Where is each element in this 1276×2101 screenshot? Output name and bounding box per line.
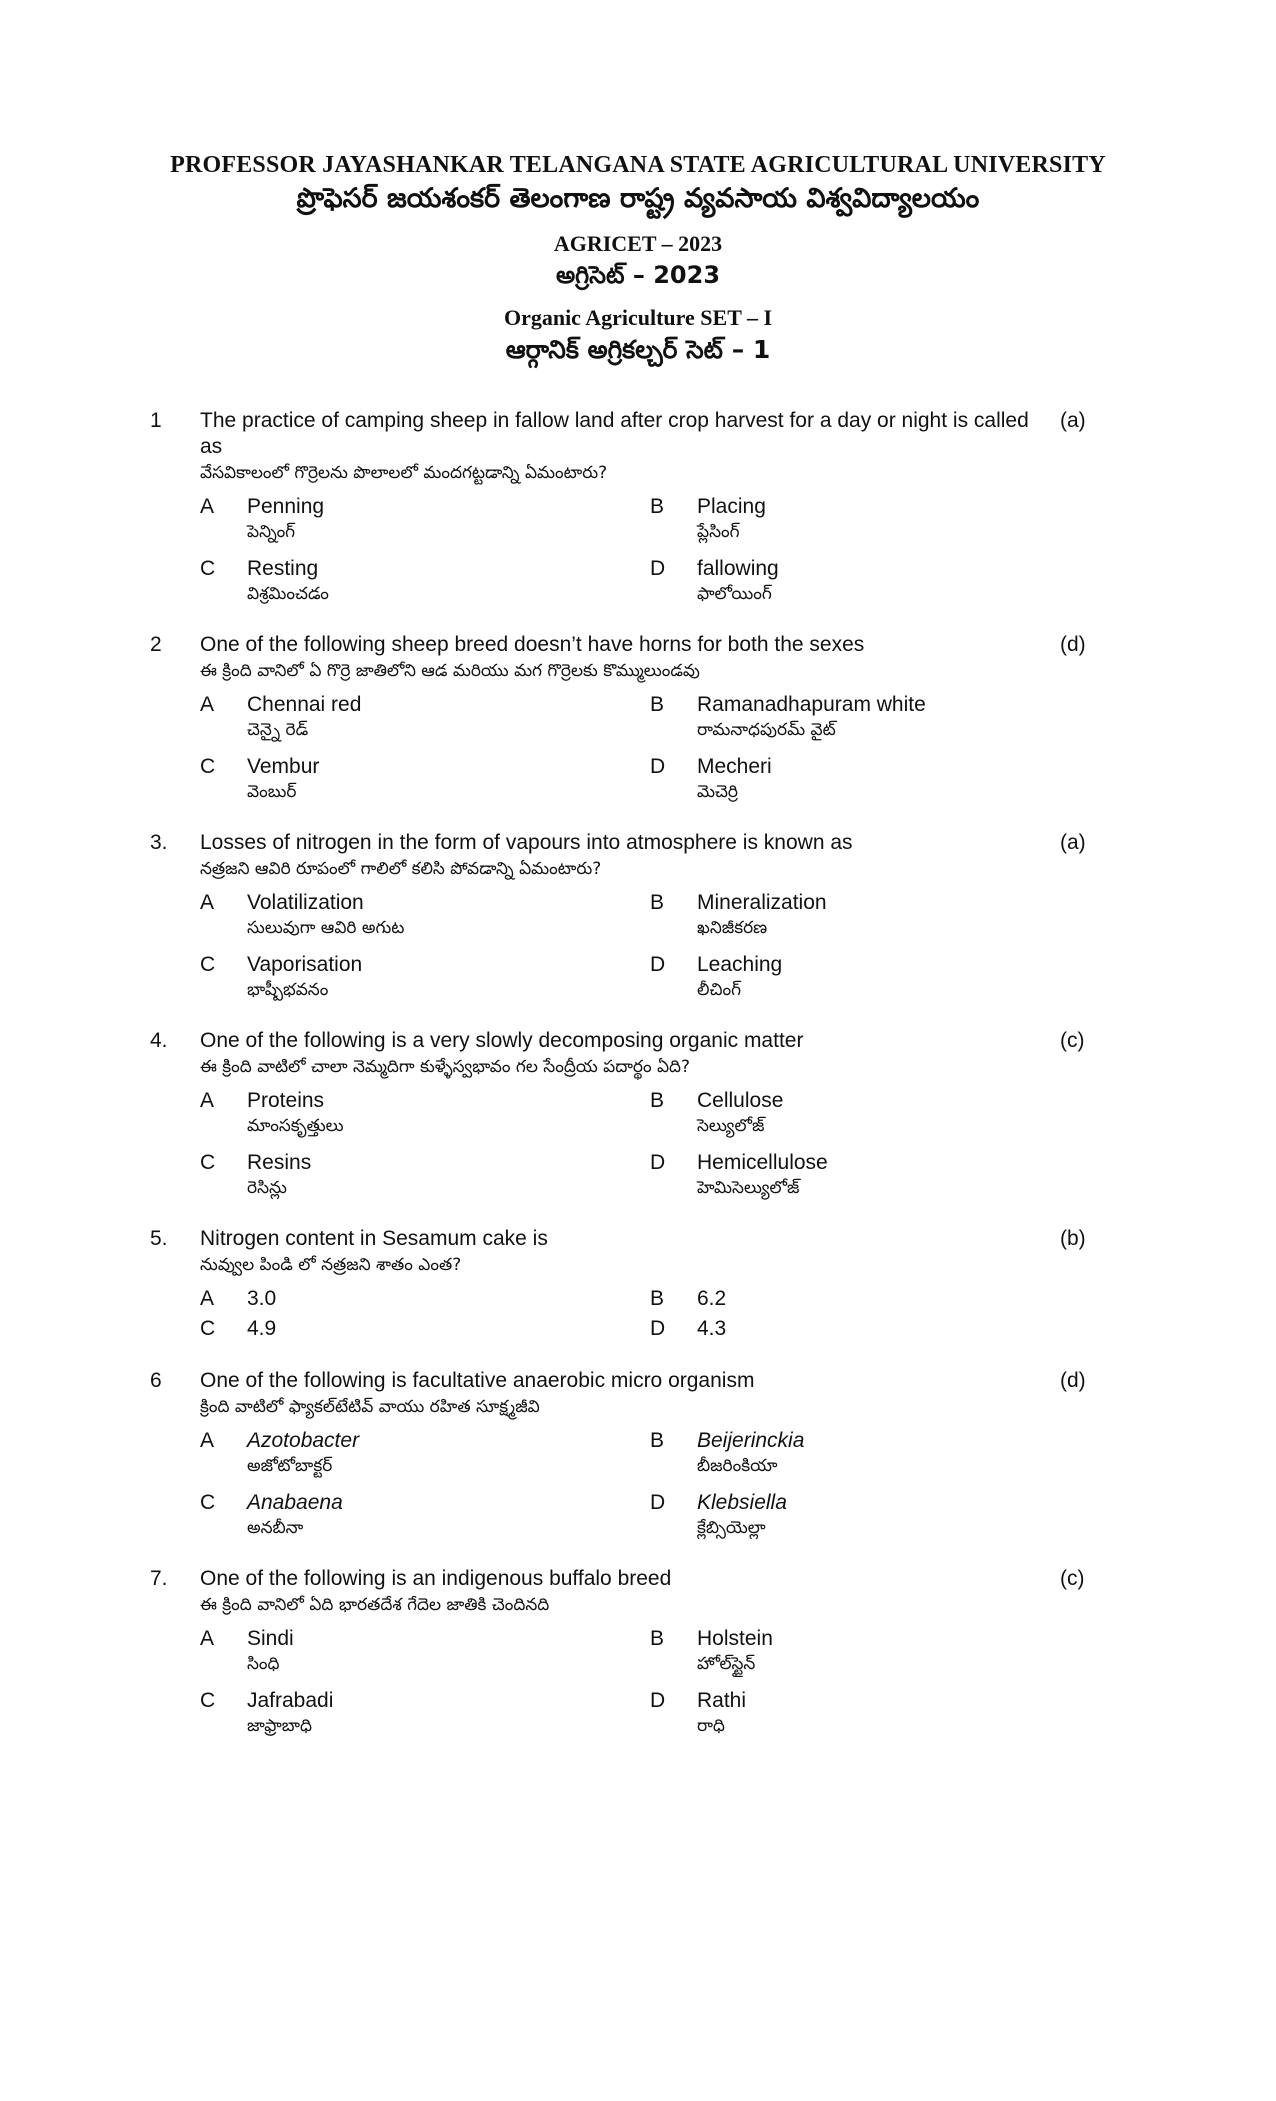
option-letter: D xyxy=(650,953,666,976)
option-letter: A xyxy=(200,693,215,716)
option-text-english: fallowing xyxy=(697,557,779,580)
option-c xyxy=(200,952,650,1002)
option-d xyxy=(650,556,1100,606)
option-text-english: Azotobacter xyxy=(247,1429,360,1452)
question-number: 6 xyxy=(150,1369,162,1392)
question-number: 3. xyxy=(150,831,168,854)
question-text-telugu: ఈ క్రింది వాటిలో చాలా నెమ్మదిగా కుళ్ళేస్వభావం గల సేంద్రీయ పదార్థం ఏది? xyxy=(200,1057,691,1077)
answer-key: (b) xyxy=(1060,1227,1086,1250)
answer-key: (c) xyxy=(1060,1567,1085,1590)
option-text-english: Vaporisation xyxy=(247,953,363,976)
option-text-telugu: సింధి xyxy=(247,1654,280,1674)
option-d xyxy=(650,952,1100,1002)
option-text-telugu: మాంసకృత్తులు xyxy=(247,1116,344,1136)
options-grid xyxy=(200,692,1130,804)
option-text-telugu: రామనాధపురమ్ వైట్ xyxy=(697,720,836,740)
option-c xyxy=(200,1688,650,1738)
options-grid xyxy=(200,1286,1130,1342)
option-letter: B xyxy=(650,1287,665,1310)
set-title-english: Organic Agriculture SET – I xyxy=(503,305,773,330)
university-name-telugu: ప్రొఫెసర్ జయశంకర్ తెలంగాణ రాష్ట్ర వ్యవసాయ విశ్వవిద్యాలయం xyxy=(296,183,980,214)
question-7 xyxy=(150,1566,1130,1738)
option-a xyxy=(200,494,650,544)
option-letter: C xyxy=(200,1151,216,1174)
option-text-telugu: రాధి xyxy=(697,1716,725,1736)
option-letter: C xyxy=(200,1689,216,1712)
question-text-english: One of the following is facultative anaerobic micro organism xyxy=(200,1369,755,1392)
question-text-telugu: నత్రజని ఆవిరి రూపంలో గాలిలో కలిసి పోవడాన్ని ఏమంటారు? xyxy=(200,859,602,879)
question-number: 4. xyxy=(150,1029,168,1052)
option-letter: B xyxy=(650,1429,665,1452)
options-grid xyxy=(200,1626,1130,1738)
option-a xyxy=(200,692,650,742)
answer-key: (a) xyxy=(1060,831,1086,854)
question-text-telugu: వేసవికాలంలో గొర్రెలను పొలాలలో మందగట్టడాన్ని ఏమంటారు? xyxy=(200,463,608,483)
option-text-english: Klebsiella xyxy=(697,1491,787,1514)
option-text-telugu: విశ్రమించడం xyxy=(247,584,329,604)
option-letter: D xyxy=(650,1151,666,1174)
option-text-telugu: రెసిన్లు xyxy=(247,1178,287,1198)
option-d xyxy=(650,1688,1100,1738)
set-title-telugu: ఆర్గానిక్ అగ్రికల్చర్ సెట్ – 1 xyxy=(505,335,771,364)
option-b xyxy=(650,890,1100,940)
question-text-english: One of the following sheep breed doesn’t have horns for both the sexes xyxy=(200,633,865,656)
option-letter: A xyxy=(200,1089,215,1112)
option-letter: A xyxy=(200,1429,215,1452)
question-text-telugu: ఈ క్రింది వానిలో ఏ గొర్రె జాతిలోని ఆడ మరియు మగ గొర్రెలకు కొమ్ములుండవు xyxy=(200,661,700,681)
option-text-english: Rathi xyxy=(697,1689,747,1712)
option-b xyxy=(650,692,1100,742)
option-text-english: Resins xyxy=(247,1151,312,1174)
question-number: 2 xyxy=(150,633,162,656)
option-text-english: Chennai red xyxy=(247,693,362,716)
option-text-telugu: బీజరింకియా xyxy=(697,1456,778,1476)
option-b xyxy=(650,1088,1100,1138)
answer-key: (d) xyxy=(1060,633,1086,656)
question-4 xyxy=(150,1028,1130,1200)
option-a xyxy=(200,890,650,940)
option-text-english: Cellulose xyxy=(697,1089,784,1112)
question-2 xyxy=(150,632,1130,804)
option-letter: B xyxy=(650,1627,665,1650)
option-text-telugu: సులువుగా ఆవిరి అగుట xyxy=(247,918,405,938)
options-grid xyxy=(200,1088,1130,1200)
option-letter: B xyxy=(650,693,665,716)
option-text-english: 3.0 xyxy=(247,1287,277,1310)
option-d xyxy=(650,1150,1100,1200)
option-text-english: Mecheri xyxy=(697,755,772,778)
option-text-english: 4.3 xyxy=(697,1317,727,1340)
question-text-english: The practice of camping sheep in fallow land after crop harvest for a day or night is called as xyxy=(200,409,1029,458)
question-number: 7. xyxy=(150,1567,168,1590)
question-number: 1 xyxy=(150,409,162,432)
answer-key: (a) xyxy=(1060,409,1086,432)
option-letter: C xyxy=(200,755,216,778)
option-letter: A xyxy=(200,495,215,518)
option-text-english: Holstein xyxy=(697,1627,773,1650)
option-text-english: Sindi xyxy=(247,1627,294,1650)
question-text-telugu: క్రింది వాటిలో ఫ్యాకల్‌టేటివ్ వాయు రహిత సూక్ష్మజీవి xyxy=(200,1397,540,1417)
option-c xyxy=(200,1150,650,1200)
option-b xyxy=(650,494,1100,544)
option-text-telugu: సెల్యులోజ్ xyxy=(697,1116,765,1136)
option-text-telugu: జాఫ్రాబాధి xyxy=(247,1716,313,1736)
question-text-english: Nitrogen content in Sesamum cake is xyxy=(200,1227,548,1250)
university-name-english: PROFESSOR JAYASHANKAR TELANGANA STATE AGRICULTURAL UNIVERSITY xyxy=(170,152,1106,178)
option-text-english: Vembur xyxy=(247,755,320,778)
exam-title-english: AGRICET – 2023 xyxy=(553,231,723,256)
option-letter: D xyxy=(650,1491,666,1514)
option-text-telugu: లీచింగ్ xyxy=(697,980,742,1000)
question-3 xyxy=(150,830,1130,1002)
exam-title-telugu: అగ్రిసెట్ – 2023 xyxy=(555,261,721,289)
option-c xyxy=(200,1316,650,1342)
option-letter: B xyxy=(650,495,665,518)
option-text-telugu: ప్లేసింగ్ xyxy=(697,522,740,542)
question-6 xyxy=(150,1368,1130,1540)
option-text-english: Proteins xyxy=(247,1089,325,1112)
option-text-telugu: క్లేబ్సియెల్లా xyxy=(697,1518,766,1538)
option-text-telugu: పెన్నింగ్ xyxy=(247,522,296,542)
question-number: 5. xyxy=(150,1227,168,1250)
question-list xyxy=(150,408,1130,1764)
question-5 xyxy=(150,1226,1130,1342)
option-letter: C xyxy=(200,1491,216,1514)
option-text-telugu: అజోటోబాక్టర్ xyxy=(247,1456,333,1476)
answer-key: (d) xyxy=(1060,1369,1086,1392)
option-letter: C xyxy=(200,1317,216,1340)
option-d xyxy=(650,754,1100,804)
option-letter: A xyxy=(200,1627,215,1650)
option-letter: C xyxy=(200,953,216,976)
question-text-telugu: నువ్వుల పిండి లో నత్రజని శాతం ఎంత? xyxy=(200,1255,462,1275)
option-text-telugu: చెన్నై రెడ్ xyxy=(247,720,309,740)
question-text-english: One of the following is an indigenous buffalo breed xyxy=(200,1567,672,1590)
option-letter: B xyxy=(650,1089,665,1112)
option-c xyxy=(200,556,650,606)
option-letter: A xyxy=(200,891,215,914)
question-text-english: Losses of nitrogen in the form of vapours into atmosphere is known as xyxy=(200,831,853,854)
option-text-telugu: భాష్పీభవనం xyxy=(247,980,329,1000)
option-text-english: Volatilization xyxy=(247,891,364,914)
option-b xyxy=(650,1428,1100,1478)
option-letter: D xyxy=(650,557,666,580)
option-text-english: Mineralization xyxy=(697,891,827,914)
option-letter: C xyxy=(200,557,216,580)
question-1 xyxy=(150,408,1130,606)
option-letter: D xyxy=(650,1689,666,1712)
option-a xyxy=(200,1626,650,1676)
option-text-english: Ramanadhapuram white xyxy=(697,693,926,716)
option-text-english: Resting xyxy=(247,557,319,580)
option-text-english: Beijerinckia xyxy=(697,1429,805,1452)
option-text-english: 6.2 xyxy=(697,1287,727,1310)
option-text-english: Jafrabadi xyxy=(247,1689,334,1712)
option-c xyxy=(200,1490,650,1540)
options-grid xyxy=(200,890,1130,1002)
option-text-telugu: ఖనిజీకరణ xyxy=(697,918,768,938)
question-text-telugu: ఈ క్రింది వానిలో ఏది భారతదేశ గేదెల జాతికి చెందినది xyxy=(200,1595,550,1615)
option-letter: B xyxy=(650,891,665,914)
answer-key: (c) xyxy=(1060,1029,1085,1052)
option-text-english: 4.9 xyxy=(247,1317,277,1340)
option-letter: D xyxy=(650,1317,666,1340)
option-text-telugu: అనబీనా xyxy=(247,1518,304,1538)
option-text-telugu: వెంబుర్ xyxy=(247,782,297,802)
option-b xyxy=(650,1286,1100,1312)
option-d xyxy=(650,1490,1100,1540)
option-a xyxy=(200,1088,650,1138)
option-text-english: Placing xyxy=(697,495,766,518)
option-text-telugu: హోల్‌స్టైన్ xyxy=(697,1654,756,1674)
option-d xyxy=(650,1316,1100,1342)
option-a xyxy=(200,1428,650,1478)
option-c xyxy=(200,754,650,804)
option-text-english: Hemicellulose xyxy=(697,1151,828,1174)
option-a xyxy=(200,1286,650,1312)
option-letter: D xyxy=(650,755,666,778)
options-grid xyxy=(200,494,1130,606)
options-grid xyxy=(200,1428,1130,1540)
option-text-telugu: ఫాలోయింగ్ xyxy=(697,584,772,604)
option-text-english: Penning xyxy=(247,495,325,518)
option-letter: A xyxy=(200,1287,215,1310)
option-text-english: Anabaena xyxy=(247,1491,343,1514)
question-text-english: One of the following is a very slowly decomposing organic matter xyxy=(200,1029,804,1052)
page-header xyxy=(0,150,1276,368)
option-text-english: Leaching xyxy=(697,953,783,976)
option-b xyxy=(650,1626,1100,1676)
option-text-telugu: మెచెర్రి xyxy=(697,782,738,802)
option-text-telugu: హెమిసెల్యులోజ్ xyxy=(697,1178,800,1198)
